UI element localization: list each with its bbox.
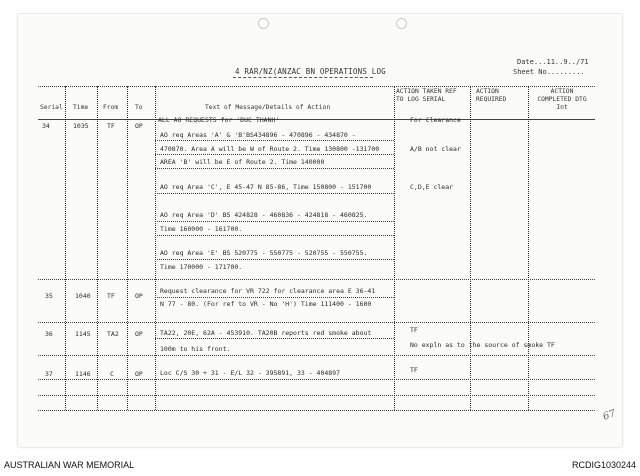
line-rule	[155, 235, 394, 236]
line-rule	[155, 140, 394, 141]
line-rule	[155, 221, 394, 222]
message-line: Time 160000 - 161700.	[160, 225, 243, 233]
serial-cell: 35	[45, 292, 53, 300]
message-line: Request clearance for VR 722 for clearance area E 36-41	[160, 287, 376, 295]
date-label: Date...11..9../71	[517, 58, 589, 66]
page-number: 67	[601, 408, 618, 423]
line-rule	[155, 168, 394, 169]
sheet-label: Sheet No.........	[513, 68, 585, 76]
serial-cell: 34	[42, 122, 50, 130]
col-header-serial: Serial	[40, 104, 63, 111]
from-cell: C	[110, 370, 114, 378]
footer-reference-id: RCDIG1030244	[571, 460, 636, 470]
punch-hole	[258, 18, 269, 29]
message-line: TA22, 20E, 62A - 453910. TA20B reports red smoke about	[160, 329, 372, 337]
title-underline	[233, 77, 373, 78]
line-rule	[155, 154, 394, 155]
from-cell: TF	[107, 292, 115, 300]
action-taken-cell: TF	[410, 366, 418, 374]
col-header-from: From	[103, 104, 119, 111]
message-line: N 77 - 80. (For ref to VR - No 'H') Time 111400 - 1600	[160, 300, 372, 308]
time-cell: 1146	[75, 370, 91, 378]
col-header-to: To	[135, 104, 143, 111]
table-bottom-rule	[38, 410, 595, 411]
to-cell: OP	[135, 370, 143, 378]
action-taken-cell: For Clearance	[410, 116, 461, 124]
to-cell: OP	[135, 330, 143, 338]
time-cell: 1040	[75, 292, 91, 300]
col-divider	[65, 86, 66, 410]
action-taken-cell: A/B not clear	[410, 145, 461, 153]
log-title: 4 RAR/NZ(ANZAC BN OPERATIONS LOG	[235, 67, 386, 76]
message-line: 470870. Area A will be W of Route 2. Time 130800 -131700	[160, 145, 380, 153]
line-rule	[155, 259, 394, 260]
message-line: AO req Area 'D' BS 424828 - 460836 - 424818 - 460825.	[160, 211, 368, 219]
col-divider	[394, 86, 395, 410]
col-divider	[155, 86, 156, 410]
to-cell: OP	[135, 122, 143, 130]
punch-hole	[396, 18, 407, 29]
time-cell: 1035	[73, 122, 89, 130]
message-line: AO req Areas 'A' & 'B'BS434896 - 470896 - 434870 -	[160, 131, 356, 139]
row-rule	[38, 279, 595, 280]
col-divider	[528, 86, 529, 410]
col-divider	[127, 86, 128, 410]
message-line: AO req Area 'E' BS 520775 - 550775 - 520755 - 550755.	[160, 249, 368, 257]
message-line: 100m to his front.	[160, 345, 231, 353]
col-divider	[97, 86, 98, 410]
row-rule	[38, 379, 595, 380]
col-header-action-required: ACTION REQUIRED	[476, 88, 507, 103]
message-line: Time 170000 - 171700.	[160, 263, 243, 271]
action-taken-cell: TF	[410, 326, 418, 334]
row-rule	[38, 395, 595, 396]
line-rule	[155, 338, 394, 339]
col-header-action-taken: ACTION TAKEN REF TO LOG SERIAL	[396, 88, 457, 103]
action-taken-cell: C,D,E clear	[410, 183, 454, 191]
col-header-action-completed: ACTION COMPLETED DTG Int	[537, 88, 587, 111]
message-line: ALL AO REQUESTS for 'DUC THANH'	[158, 116, 280, 124]
message-line: AO req Area 'C', E 45-47 N 85-86, Time 150800 - 151700	[160, 183, 372, 191]
from-cell: TA2	[107, 330, 119, 338]
col-divider	[470, 86, 471, 410]
header-rule	[38, 119, 595, 120]
message-line: Loc C/S 30 + 31 - E/L 32 - 395891, 33 - 404897	[160, 369, 341, 377]
to-cell: OP	[135, 292, 143, 300]
serial-cell: 36	[45, 330, 53, 338]
row-rule	[38, 355, 595, 356]
table-top-rule	[38, 86, 595, 87]
footer-archive-name: AUSTRALIAN WAR MEMORIAL	[4, 460, 135, 470]
line-rule	[155, 193, 394, 194]
from-cell: TF	[107, 122, 115, 130]
line-rule	[155, 297, 394, 298]
time-cell: 1145	[75, 330, 91, 338]
message-line: AREA 'B' will be E of Route 2. Time 140000	[160, 158, 325, 166]
action-taken-cell: No expln as to the source of smoke TF	[410, 341, 555, 349]
row-rule	[38, 322, 595, 323]
col-header-time: Time	[73, 104, 89, 111]
log-sheet	[18, 14, 622, 447]
col-header-text: Text of Message/Details of Action	[205, 104, 331, 111]
serial-cell: 37	[45, 370, 53, 378]
